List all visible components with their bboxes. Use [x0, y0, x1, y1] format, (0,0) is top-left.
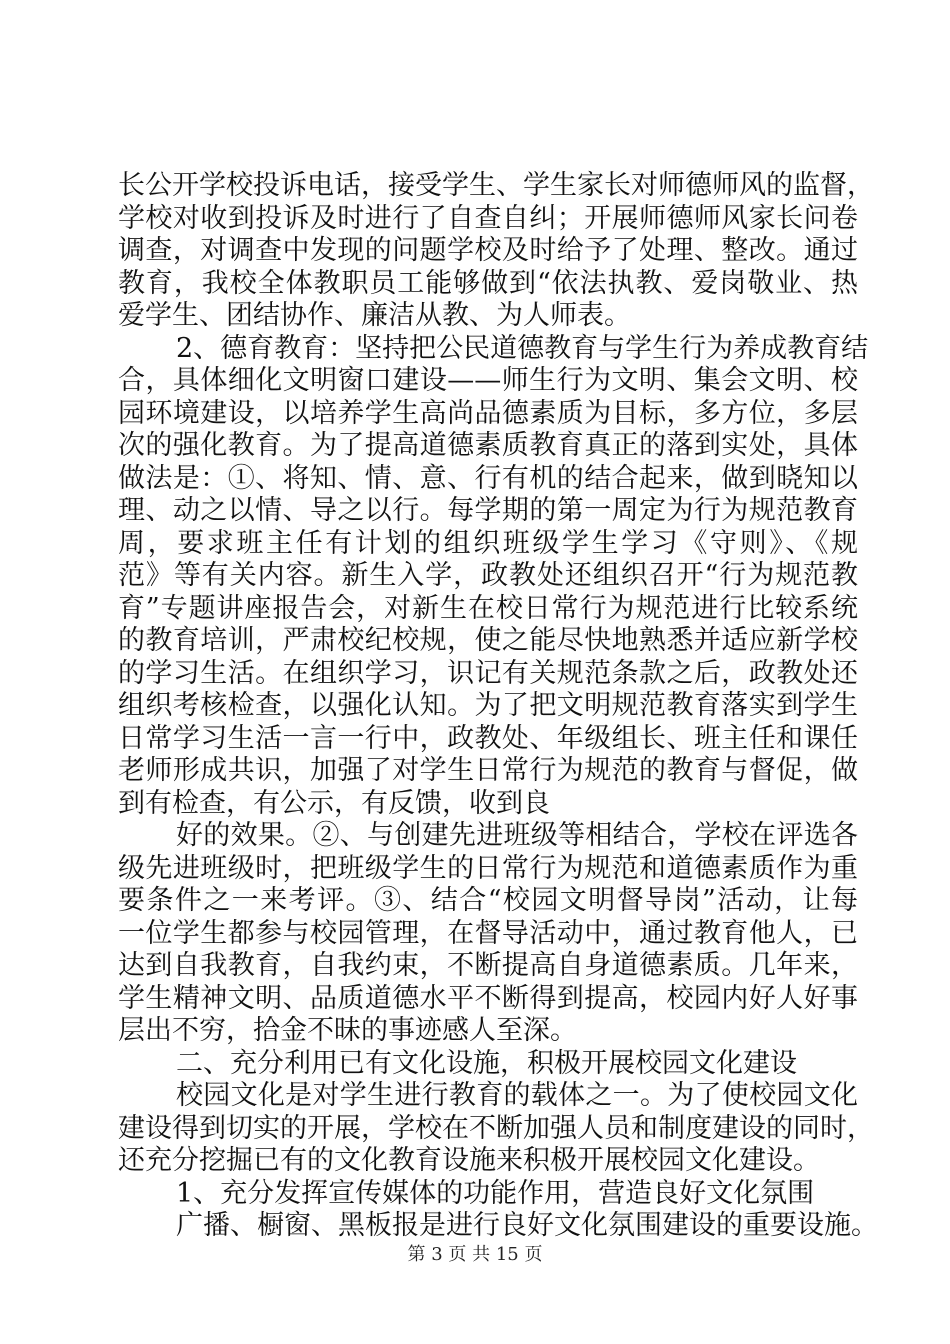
text-line: 组织考核检查，以强化认知。为了把文明规范教育落实到学生: [118, 690, 858, 721]
text-line: 次的强化教育。为了提高道德素质教育真正的落到实处，具体: [118, 430, 858, 461]
text-line: 到有检查，有公示，有反馈，收到良: [118, 787, 550, 819]
text-line: 的教育培训，严肃校纪校规，使之能尽快地熟悉并适应新学校: [118, 625, 858, 656]
text-line: 范》等有关内容。新生入学，政教处还组织召开“行为规范教: [118, 560, 858, 591]
text-line: 爱学生、团结协作、廉洁从教、为人师表。: [118, 300, 631, 331]
text-line: 一位学生都参与校园管理，在督导活动中，通过教育他人，已: [118, 917, 858, 949]
text-line: 要条件之一来考评。③、结合“校园文明督导岗”活动，让每: [118, 885, 858, 916]
text-line: 1、充分发挥宣传媒体的功能作用，营造良好文化氛围: [176, 1177, 815, 1209]
text-line: 级先进班级时，把班级学生的日常行为规范和道德素质作为重: [118, 852, 858, 884]
text-line: 校园文化是对学生进行教育的载体之一。为了使校园文化: [176, 1080, 858, 1111]
text-line: 广播、橱窗、黑板报是进行良好文化氛围建设的重要设施。: [176, 1210, 878, 1241]
text-line: 的学习生活。在组织学习，识记有关规范条款之后，政教处还: [118, 657, 858, 689]
text-line: 还充分挖掘已有的文化教育设施来积极开展校园文化建设。: [118, 1145, 820, 1176]
text-line: 理、动之以情、导之以行。每学期的第一周定为行为规范教育: [118, 495, 858, 526]
text-line: 合，具体细化文明窗口建设——师生行为文明、集会文明、校: [118, 365, 858, 396]
text-line: 教育，我校全体教职员工能够做到“依法执教、爱岗敬业、热: [118, 267, 858, 299]
text-line: 层出不穷，拾金不昧的事迹感人至深。: [118, 1015, 577, 1046]
text-line: 建设得到切实的开展，学校在不断加强人员和制度建设的同时，: [118, 1112, 874, 1144]
text-line: 2、德育教育：坚持把公民道德教育与学生行为养成教育结: [176, 332, 869, 364]
body-text: [118, 170, 878, 1243]
text-line: 好的效果。②、与创建先进班级等相结合，学校在评选各: [176, 820, 858, 851]
text-line: 园环境建设，以培养学生高尚品德素质为目标，多方位，多层: [118, 397, 858, 429]
text-line: 达到自我教育，自我约束，不断提高自身道德素质。几年来，: [118, 950, 858, 981]
text-line: 育”专题讲座报告会，对新生在校日常行为规范进行比较系统: [118, 592, 858, 624]
text-line: 学生精神文明、品质道德水平不断得到提高，校园内好人好事: [118, 982, 858, 1014]
text-line: 日常学习生活一言一行中，政教处、年级组长、班主任和课任: [118, 722, 858, 754]
page-footer: 第 3 页 共 15 页: [407, 1244, 543, 1265]
text-line: 老师形成共识，加强了对学生日常行为规范的教育与督促，做: [118, 755, 858, 786]
text-line: 学校对收到投诉及时进行了自查自纠；开展师德师风家长问卷: [118, 202, 858, 234]
text-line: 二、充分利用已有文化设施，积极开展校园文化建设: [176, 1047, 797, 1079]
text-line: 周，要求班主任有计划的组织班级学生学习《守则》、《规: [118, 527, 858, 559]
text-line: 调查，对调查中发现的问题学校及时给予了处理、整改。通过: [118, 235, 858, 266]
text-line: 长公开学校投诉电话，接受学生、学生家长对师德师风的监督，: [118, 170, 874, 201]
text-line: 做法是：①、将知、情、意、行有机的结合起来，做到晓知以: [118, 462, 858, 494]
